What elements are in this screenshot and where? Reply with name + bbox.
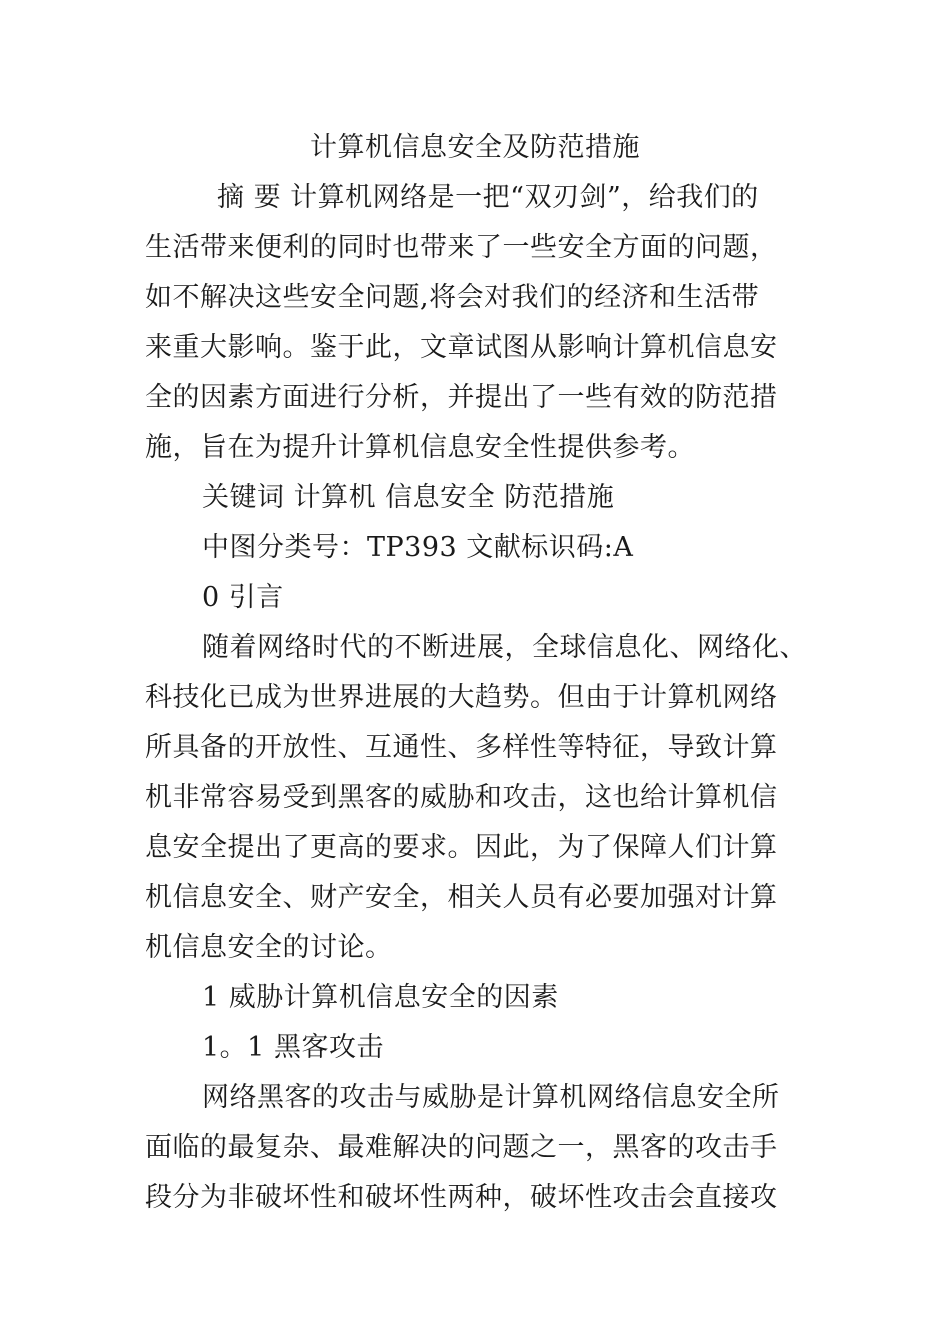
intro-line: 机非常容易受到黑客的威胁和攻击，这也给计算机信 <box>145 782 778 813</box>
classification-line: 中图分类号：TP393 文献标识码:A <box>202 532 634 563</box>
intro-line: 科技化已成为世界进展的大趋势。但由于计算机网络 <box>145 682 778 713</box>
intro-line: 机信息安全、财产安全，相关人员有必要加强对计算 <box>145 882 778 913</box>
intro-line: 随着网络时代的不断进展，全球信息化、网络化、 <box>202 632 807 663</box>
abstract-line: 全的因素方面进行分析，并提出了一些有效的防范措 <box>145 382 778 413</box>
abstract-line: 生活带来便利的同时也带来了一些安全方面的问题， <box>145 232 778 263</box>
abstract-line: 摘 要 计算机网络是一把“双刃剑”，给我们的 <box>217 182 759 213</box>
section-heading-1: 1 威胁计算机信息安全的因素 <box>202 982 559 1013</box>
keywords-line: 关键词 计算机 信息安全 防范措施 <box>202 482 615 513</box>
intro-line: 息安全提出了更高的要求。因此，为了保障人们计算 <box>145 832 778 863</box>
hacker-line: 面临的最复杂、最难解决的问题之一，黑客的攻击手 <box>145 1132 778 1163</box>
intro-line: 机信息安全的讨论。 <box>145 932 393 963</box>
abstract-line: 来重大影响。鉴于此，文章试图从影响计算机信息安 <box>145 332 778 363</box>
hacker-line: 段分为非破坏性和破坏性两种，破坏性攻击会直接攻 <box>145 1182 778 1213</box>
section-heading-1-1: 1。1 黑客攻击 <box>202 1032 384 1063</box>
abstract-line: 施，旨在为提升计算机信息安全性提供参考。 <box>145 432 695 463</box>
hacker-line: 网络黑客的攻击与威胁是计算机网络信息安全所 <box>202 1082 780 1113</box>
intro-line: 所具备的开放性、互通性、多样性等特征，导致计算 <box>145 732 778 763</box>
document-title: 计算机信息安全及防范措施 <box>310 132 640 163</box>
section-heading-introduction: 0 引言 <box>202 582 284 613</box>
abstract-line: 如不解决这些安全问题,将会对我们的经济和生活带 <box>145 282 760 313</box>
